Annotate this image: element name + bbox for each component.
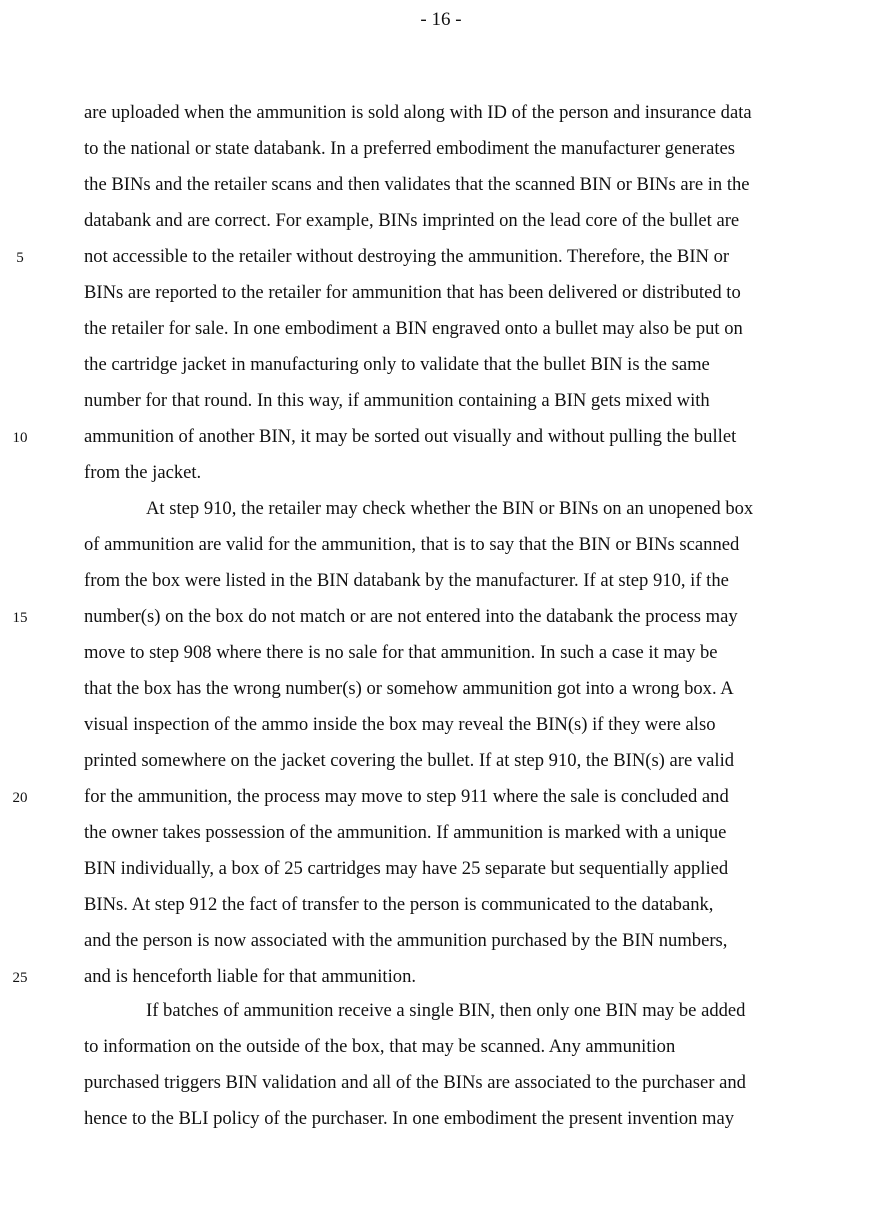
text-line: BIN individually, a box of 25 cartridges may have 25 separate but sequentially applied bbox=[84, 858, 729, 879]
text-line: the BINs and the retailer scans and then validates that the scanned BIN or BINs are in the bbox=[84, 174, 750, 195]
line-number: 10 bbox=[12, 430, 28, 446]
text-line: that the box has the wrong number(s) or somehow ammunition got into a wrong box. A bbox=[84, 678, 734, 699]
line-number: 15 bbox=[12, 610, 28, 626]
text-line: the cartridge jacket in manufacturing only to validate that the bullet BIN is the same bbox=[84, 354, 710, 375]
text-line: move to step 908 where there is no sale for that ammunition. In such a case it may be bbox=[84, 642, 718, 663]
line-number: 25 bbox=[12, 970, 28, 986]
page-number: - 16 - bbox=[420, 9, 462, 30]
line-number: 5 bbox=[16, 250, 24, 266]
text-line: number(s) on the box do not match or are not entered into the databank the process may bbox=[84, 606, 738, 627]
text-line: BINs are reported to the retailer for ammunition that has been delivered or distributed to bbox=[84, 282, 741, 303]
text-line: databank and are correct. For example, BINs imprinted on the lead core of the bullet are bbox=[84, 210, 740, 231]
text-line: to the national or state databank. In a preferred embodiment the manufacturer generates bbox=[84, 138, 736, 159]
text-line: for the ammunition, the process may move to step 911 where the sale is concluded and bbox=[84, 786, 729, 807]
text-line: purchased triggers BIN validation and all of the BINs are associated to the purchaser and bbox=[84, 1072, 746, 1093]
text-line: from the box were listed in the BIN databank by the manufacturer. If at step 910, if the bbox=[84, 570, 729, 591]
text-line: hence to the BLI policy of the purchaser. In one embodiment the present invention may bbox=[84, 1108, 735, 1129]
text-line: are uploaded when the ammunition is sold along with ID of the person and insurance data bbox=[84, 102, 752, 123]
text-line: the retailer for sale. In one embodiment a BIN engraved onto a bullet may also be put on bbox=[84, 318, 743, 339]
text-line: and is henceforth liable for that ammunition. bbox=[84, 966, 417, 987]
text-line: printed somewhere on the jacket covering the bullet. If at step 910, the BIN(s) are valid bbox=[84, 750, 735, 771]
text-line: from the jacket. bbox=[84, 462, 202, 483]
text-line: not accessible to the retailer without destroying the ammunition. Therefore, the BIN or bbox=[84, 246, 730, 267]
text-line: visual inspection of the ammo inside the box may reveal the BIN(s) if they were also bbox=[84, 714, 716, 735]
text-line: and the person is now associated with the ammunition purchased by the BIN numbers, bbox=[84, 930, 728, 951]
text-line: BINs. At step 912 the fact of transfer to the person is communicated to the databank, bbox=[84, 894, 714, 915]
line-number: 20 bbox=[12, 790, 28, 806]
text-line: the owner takes possession of the ammunition. If ammunition is marked with a unique bbox=[84, 822, 727, 843]
text-line: If batches of ammunition receive a single BIN, then only one BIN may be added bbox=[146, 1000, 746, 1021]
text-line: number for that round. In this way, if ammunition containing a BIN gets mixed with bbox=[84, 390, 710, 411]
text-line: At step 910, the retailer may check whether the BIN or BINs on an unopened box bbox=[146, 498, 754, 519]
text-line: of ammunition are valid for the ammunition, that is to say that the BIN or BINs scanned bbox=[84, 534, 740, 555]
text-line: ammunition of another BIN, it may be sorted out visually and without pulling the bullet bbox=[84, 426, 737, 447]
text-line: to information on the outside of the box, that may be scanned. Any ammunition bbox=[84, 1036, 676, 1057]
